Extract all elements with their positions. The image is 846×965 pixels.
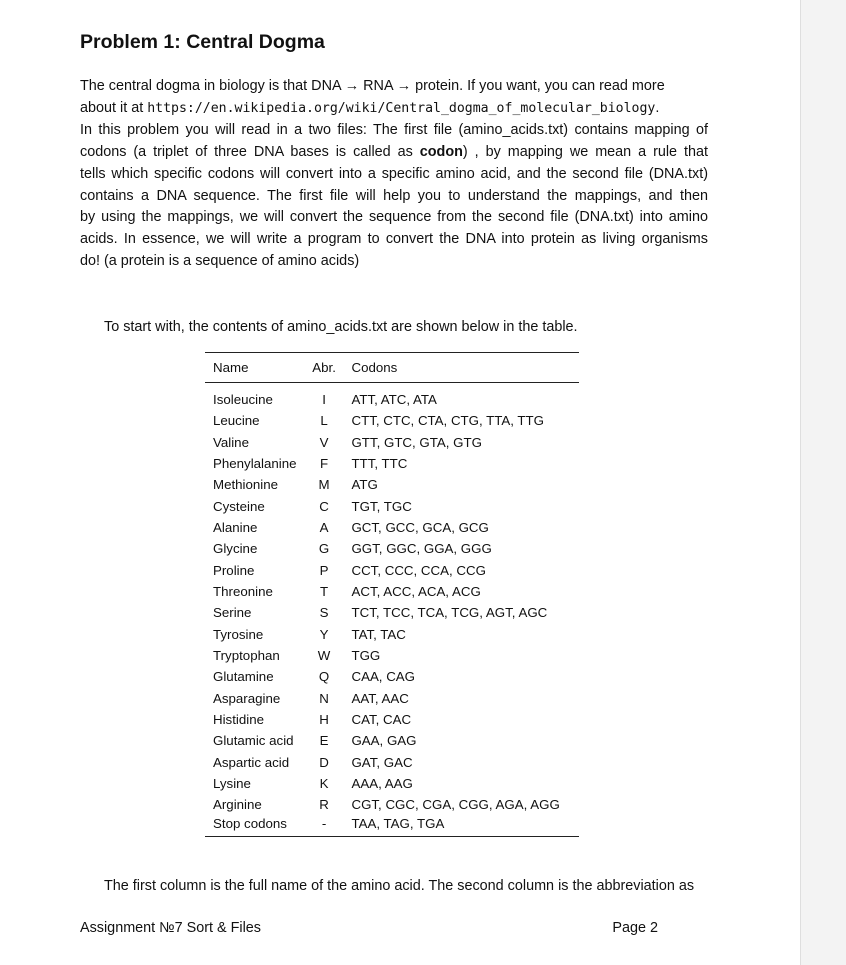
amino-acid-abbr: Y [319, 626, 329, 642]
amino-acid-abbr: C [319, 498, 329, 514]
amino-acid-name: Histidine [213, 711, 264, 727]
amino-acid-name: Aspartic acid [213, 754, 290, 770]
amino-acid-codons: ATT, ATC, ATA [351, 392, 437, 407]
amino-acid-codons: ACT, ACC, ACA, ACG [351, 583, 481, 599]
amino-acid-abbr: G [318, 541, 330, 557]
header-name: Name [213, 360, 249, 375]
amino-acid-codons: TCT, TCC, TCA, TCG, AGT, AGC [351, 605, 548, 621]
paragraph-line: In this problem you will read in a two files: The first file (amino_acids.txt) contains mapping of [80, 121, 708, 138]
amino-acid-name: Methionine [213, 477, 279, 493]
footer-page-number: Page 2 [612, 920, 658, 936]
amino-acid-codons: ATG [351, 477, 378, 493]
table-row [205, 752, 579, 773]
amino-acid-codons: CTT, CTC, CTA, CTG, TTA, TTG [351, 413, 545, 429]
table-row [205, 474, 579, 495]
amino-acid-abbr: L [320, 413, 328, 429]
table-row [205, 495, 579, 516]
amino-acid-abbr: S [319, 605, 329, 621]
amino-acid-abbr: V [319, 434, 329, 450]
amino-acid-codons: GTT, GTC, GTA, GTG [351, 434, 482, 450]
amino-acid-name: Threonine [213, 583, 273, 599]
amino-acid-codons: AAT, AAC [351, 690, 409, 706]
table-body [205, 383, 579, 837]
paragraph-text: . [655, 99, 660, 116]
amino-acid-abbr: A [319, 519, 329, 535]
amino-acid-codons: CAT, CAC [351, 711, 412, 727]
amino-acid-name: Isoleucine [213, 392, 273, 407]
table-row [205, 559, 579, 580]
amino-acid-codons: GCT, GCC, GCA, GCG [351, 519, 489, 535]
amino-acid-codons: CAA, CAG [351, 669, 416, 685]
table-row [205, 517, 579, 538]
table-row [205, 623, 579, 644]
amino-acid-abbr: I [322, 392, 326, 407]
table-row [205, 816, 579, 837]
table-row [205, 773, 579, 794]
paragraph-line: The central dogma in biology is that DNA → RNA → protein. If you want, you can read more [80, 78, 665, 94]
amino-acid-codons: TGT, TGC [351, 498, 412, 514]
table-row [205, 794, 579, 815]
header-codons: Codons [351, 360, 398, 375]
wikipedia-url[interactable]: https://en.wikipedia.org/wiki/Central_dogma_of_molecular_biology [147, 100, 656, 116]
amino-acid-name: Arginine [213, 797, 262, 813]
amino-acid-name: Lysine [213, 776, 251, 792]
header-abbr: Abr. [312, 360, 336, 375]
amino-acid-abbr: N [319, 690, 329, 706]
amino-acid-name: Stop codons [213, 816, 287, 832]
table-row [205, 645, 579, 666]
table-row [205, 538, 579, 559]
table-row [205, 666, 579, 687]
amino-acid-name: Tryptophan [213, 647, 280, 663]
table-row [205, 709, 579, 730]
viewer-side-panel [800, 0, 846, 965]
amino-acid-abbr: F [320, 455, 329, 471]
amino-acid-abbr: R [319, 797, 329, 813]
amino-acid-abbr: K [319, 776, 329, 792]
amino-acid-table [205, 352, 579, 837]
table-intro: To start with, the contents of amino_acids.txt are shown below in the table. [104, 319, 578, 335]
amino-acid-name: Cysteine [213, 498, 265, 514]
amino-acid-name: Proline [213, 562, 255, 578]
paragraph-line: contains a DNA sequence. The first file will help you to understand the mappings, and then [80, 187, 708, 204]
amino-acid-name: Glutamic acid [213, 733, 294, 749]
amino-acid-codons: GAT, GAC [351, 754, 413, 770]
table-row [205, 383, 579, 411]
amino-acid-codons: TTT, TTC [351, 455, 408, 471]
amino-acid-codons: CCT, CCC, CCA, CCG [351, 562, 486, 578]
paragraph-line: acids. In essence, we will write a program to convert the DNA into protein as living organisms [80, 231, 708, 248]
amino-acid-name: Glutamine [213, 669, 274, 685]
amino-acid-name: Valine [213, 434, 249, 450]
amino-acid-abbr: W [317, 647, 331, 663]
amino-acid-name: Serine [213, 605, 252, 621]
amino-acid-name: Leucine [213, 413, 260, 429]
section-title: Problem 1: Central Dogma [80, 31, 325, 53]
body-paragraph [80, 76, 708, 273]
table-row [205, 453, 579, 474]
amino-acid-abbr: H [319, 711, 329, 727]
amino-acid-name: Phenylalanine [213, 455, 297, 471]
paragraph-text: about it at [80, 99, 148, 116]
table-row [205, 581, 579, 602]
paragraph-line [80, 98, 708, 120]
amino-acid-table-wrapper [205, 352, 579, 837]
paragraph-text: ) , by mapping we mean a rule that [462, 143, 709, 160]
paragraph-text: codons (a triplet of three DNA bases is called as [80, 143, 420, 160]
codon-term: codon [419, 143, 463, 160]
table-followup-text: The first column is the full name of the amino acid. The second column is the abbreviation as [104, 878, 695, 894]
table-row [205, 687, 579, 708]
table-row [205, 730, 579, 751]
amino-acid-abbr: T [320, 583, 329, 599]
amino-acid-name: Asparagine [213, 690, 281, 706]
amino-acid-abbr: D [319, 754, 329, 770]
table-row [205, 602, 579, 623]
paragraph-line: tells which specific codons will convert into a specific amino acid, and the second file (DNA.txt) [80, 165, 708, 182]
table-header-row [205, 353, 579, 383]
amino-acid-abbr: Q [318, 669, 330, 685]
amino-acid-abbr: E [319, 733, 329, 749]
amino-acid-codons: TAA, TAG, TGA [351, 816, 445, 832]
paragraph-line [80, 142, 708, 164]
amino-acid-name: Tyrosine [213, 626, 264, 642]
table-row [205, 410, 579, 431]
amino-acid-abbr: - [321, 816, 327, 832]
amino-acid-codons: AAA, AAG [351, 776, 413, 792]
amino-acid-codons: TAT, TAC [351, 626, 406, 642]
amino-acid-name: Alanine [213, 519, 258, 535]
paragraph-line: by using the mappings, we will convert the sequence from the second file (DNA.txt) into amino [80, 209, 708, 226]
amino-acid-abbr: M [318, 477, 330, 493]
footer-assignment: Assignment №7 Sort & Files [80, 920, 261, 936]
amino-acid-name: Glycine [213, 541, 258, 557]
amino-acid-codons: TGG [351, 647, 381, 663]
amino-acid-codons: CGT, CGC, CGA, CGG, AGA, AGG [351, 797, 560, 813]
table-row [205, 431, 579, 452]
amino-acid-codons: GAA, GAG [351, 733, 417, 749]
amino-acid-codons: GGT, GGC, GGA, GGG [351, 541, 492, 557]
paragraph-line: do! (a protein is a sequence of amino acids) [80, 253, 360, 270]
amino-acid-abbr: P [319, 562, 329, 578]
